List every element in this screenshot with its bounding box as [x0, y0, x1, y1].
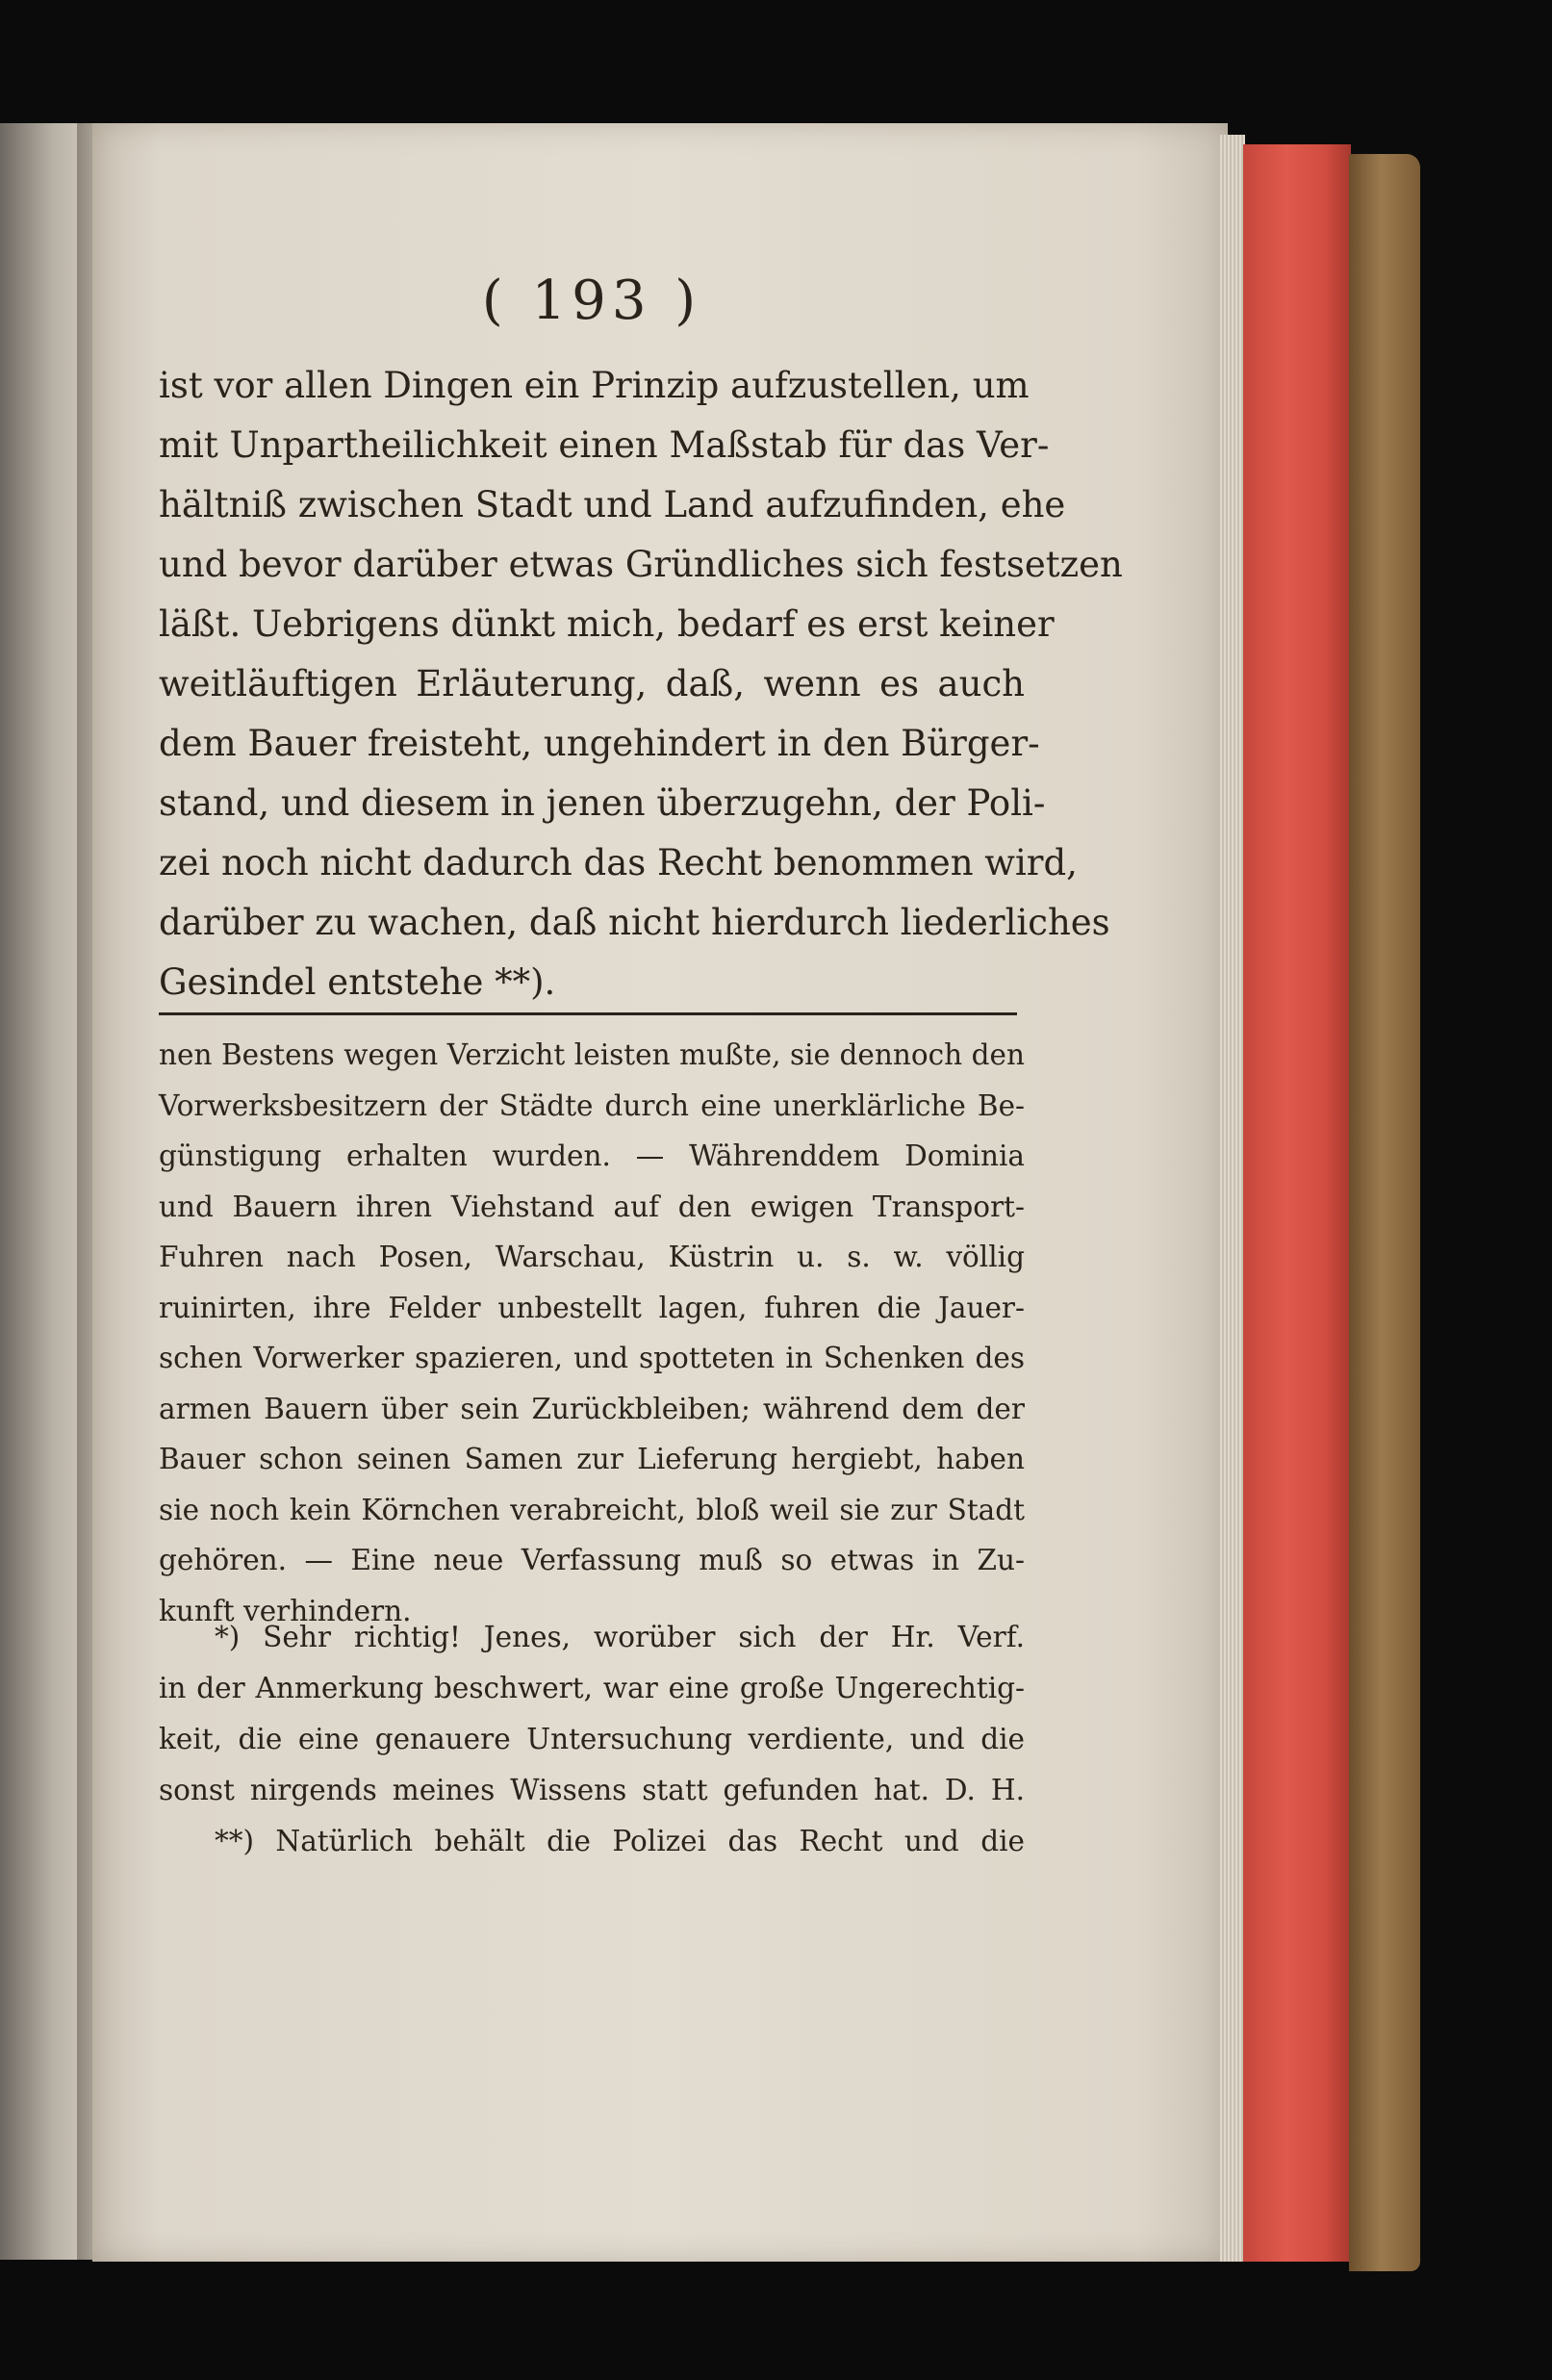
text-line: mit Unpartheilichkeit einen Maßstab für das Ver- — [159, 424, 1050, 466]
footnote-line: **) Natürlich behält die Polizei das Recht und die — [215, 1825, 1025, 1857]
note-line: nen Bestens wegen Verzicht leisten mußte, sie dennoch den — [159, 1038, 1025, 1071]
note-line: Fuhren nach Posen, Warschau, Küstrin u. s. w. völlig — [159, 1241, 1025, 1273]
note-line: kunft verhindern. — [159, 1594, 412, 1627]
page-number: ( 193 ) — [481, 269, 702, 332]
text-line: ist vor allen Dingen ein Prinzip aufzustellen, um — [159, 365, 1030, 406]
note-line: gehören. — Eine neue Verfassung muß so etwas in Zu- — [159, 1544, 1025, 1576]
continued-note — [159, 1030, 1025, 1636]
text-line: und bevor darüber etwas Gründliches sich festsetzen — [159, 544, 1123, 585]
note-line: sie noch kein Körnchen verabreicht, bloß weil sie zur Stadt — [159, 1493, 1025, 1526]
note-line: Bauer schon seinen Samen zur Lieferung hergiebt, haben — [159, 1443, 1025, 1475]
note-line: schen Vorwerker spazieren, und spotteten in Schenken des — [159, 1342, 1025, 1374]
text-line: zei noch nicht dadurch das Recht benommen wird, — [159, 842, 1078, 883]
footnote-line: in der Anmerkung beschwert, war eine große Ungerechtig- — [159, 1672, 1025, 1704]
footnote-divider — [159, 1012, 1017, 1015]
text-line: weitläuftigen Erläuterung, daß, wenn es auch — [159, 663, 1025, 704]
text-line: läßt. Uebrigens dünkt mich, bedarf es erst keiner — [159, 603, 1055, 645]
note-line: günstigung erhalten wurden. — Währenddem Dominia — [159, 1139, 1025, 1172]
note-line: Vorwerksbesitzern der Städte durch eine unerklärliche Be- — [159, 1088, 1025, 1122]
footnote-line: keit, die eine genauere Untersuchung verdiente, und die — [159, 1723, 1025, 1755]
red-page-edge — [1243, 144, 1351, 2262]
page-stack-edge — [1220, 135, 1245, 2262]
note-line: und Bauern ihren Viehstand auf den ewigen Transport- — [159, 1190, 1025, 1223]
footnotes — [159, 1612, 1025, 1867]
text-line: hältniß zwischen Stadt und Land aufzufinden, ehe — [159, 484, 1066, 525]
text-line: Gesindel entstehe **). — [159, 961, 556, 1003]
note-line: armen Bauern über sein Zurückbleiben; während dem der — [159, 1392, 1025, 1425]
text-line: stand, und diesem in jenen überzugehn, der Poli- — [159, 782, 1046, 824]
book-cover-spine — [1349, 154, 1420, 2271]
text-line: darüber zu wachen, daß nicht hierdurch liederliches — [159, 902, 1110, 943]
left-page-edge — [0, 123, 89, 2260]
footnote-line: *) Sehr richtig! Jenes, worüber sich der Hr. Verf. — [215, 1621, 1025, 1653]
note-line: ruinirten, ihre Felder unbestellt lagen, fuhren die Jauer- — [159, 1291, 1025, 1324]
main-text — [159, 356, 1123, 1012]
text-line: dem Bauer freisteht, ungehindert in den Bürger- — [159, 723, 1040, 764]
footnote-line: sonst nirgends meines Wissens statt gefunden hat. D. H. — [159, 1774, 1025, 1806]
